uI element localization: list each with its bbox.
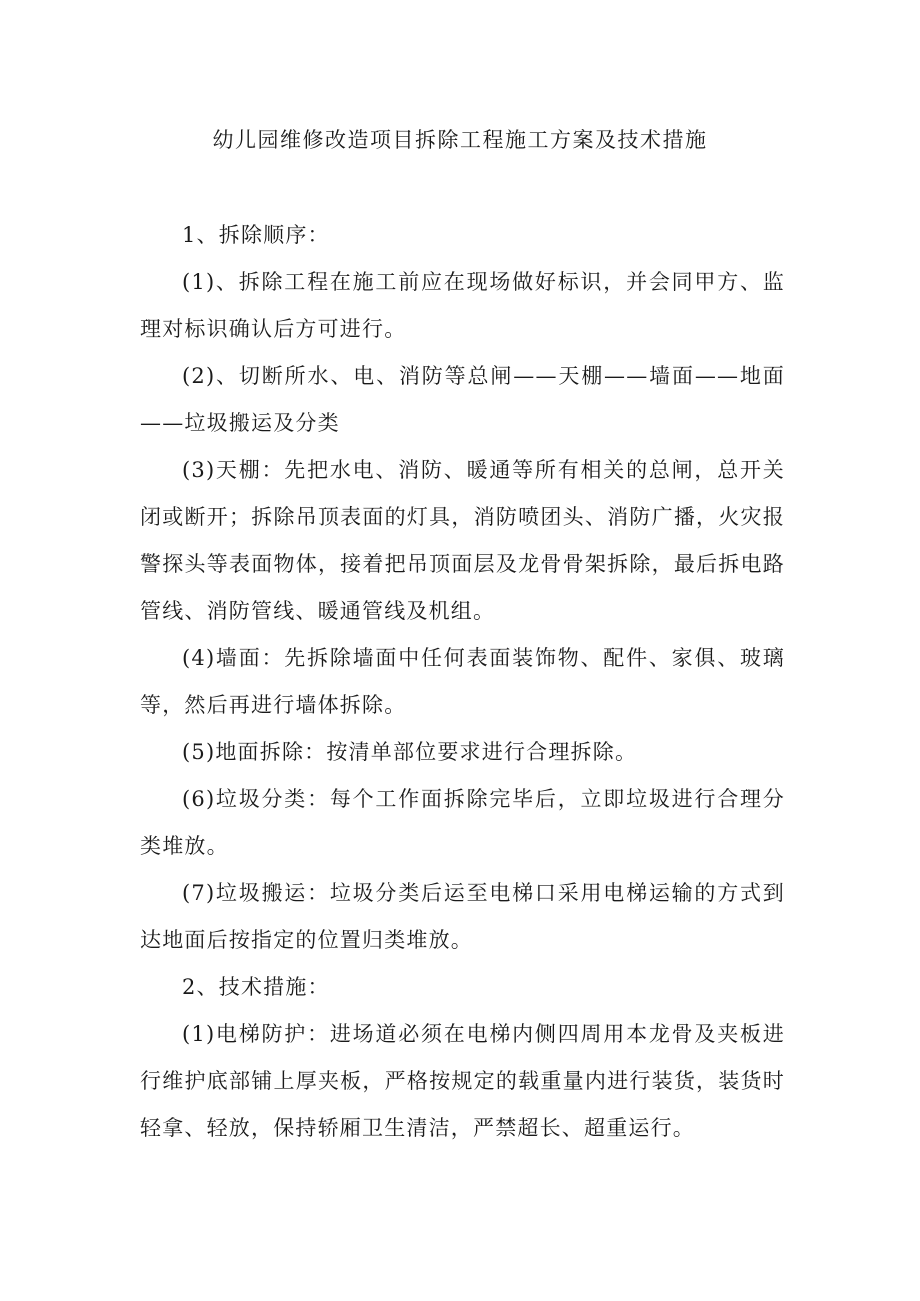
paragraph-item-1: (1)、拆除工程在施工前应在现场做好标识，并会同甲方、监理对标识确认后方可进行。 [140,270,785,341]
document-body [140,212,785,1152]
paragraph-item-5-floor: (5)地面拆除：按清单部位要求进行合理拆除。 [182,740,638,764]
section-heading-technical-measures: 2、技术措施： [182,975,330,999]
paragraph-item-2: (2)、切断所水、电、消防等总闸——天棚——墙面——地面——垃圾搬运及分类 [140,364,785,435]
section-heading-demolition-order: 1、拆除顺序： [182,223,330,247]
paragraph-item-3-ceiling: (3)天棚：先把水电、消防、暖通等所有相关的总闸，总开关闭或断开；拆除吊顶表面的灯具，消防喷团头、消防广播，火灾报警探头等表面物体，接着把吊顶面层及龙骨骨架拆除，最后拆电路管线、消防管线、暖通管线及机组。 [140,458,785,623]
paragraph-item-4-wall: (4)墙面：先拆除墙面中任何表面装饰物、配件、家俱、玻璃等，然后再进行墙体拆除。 [140,646,785,717]
document-title: 幼儿园维修改造项目拆除工程施工方案及技术措施 [212,128,708,152]
paragraph-elevator-protection: (1)电梯防护：进场道必须在电梯内侧四周用本龙骨及夹板进行维护底部铺上厚夹板，严格按规定的载重量内进行装货，装货时轻拿、轻放，保持轿厢卫生清洁，严禁超长、超重运行。 [140,1022,785,1140]
paragraph-item-6-waste-sorting: (6)垃圾分类：每个工作面拆除完毕后，立即垃圾进行合理分类堆放。 [140,787,785,858]
paragraph-item-7-waste-transport: (7)垃圾搬运：垃圾分类后运至电梯口采用电梯运输的方式到达地面后按指定的位置归类堆放。 [140,881,785,952]
